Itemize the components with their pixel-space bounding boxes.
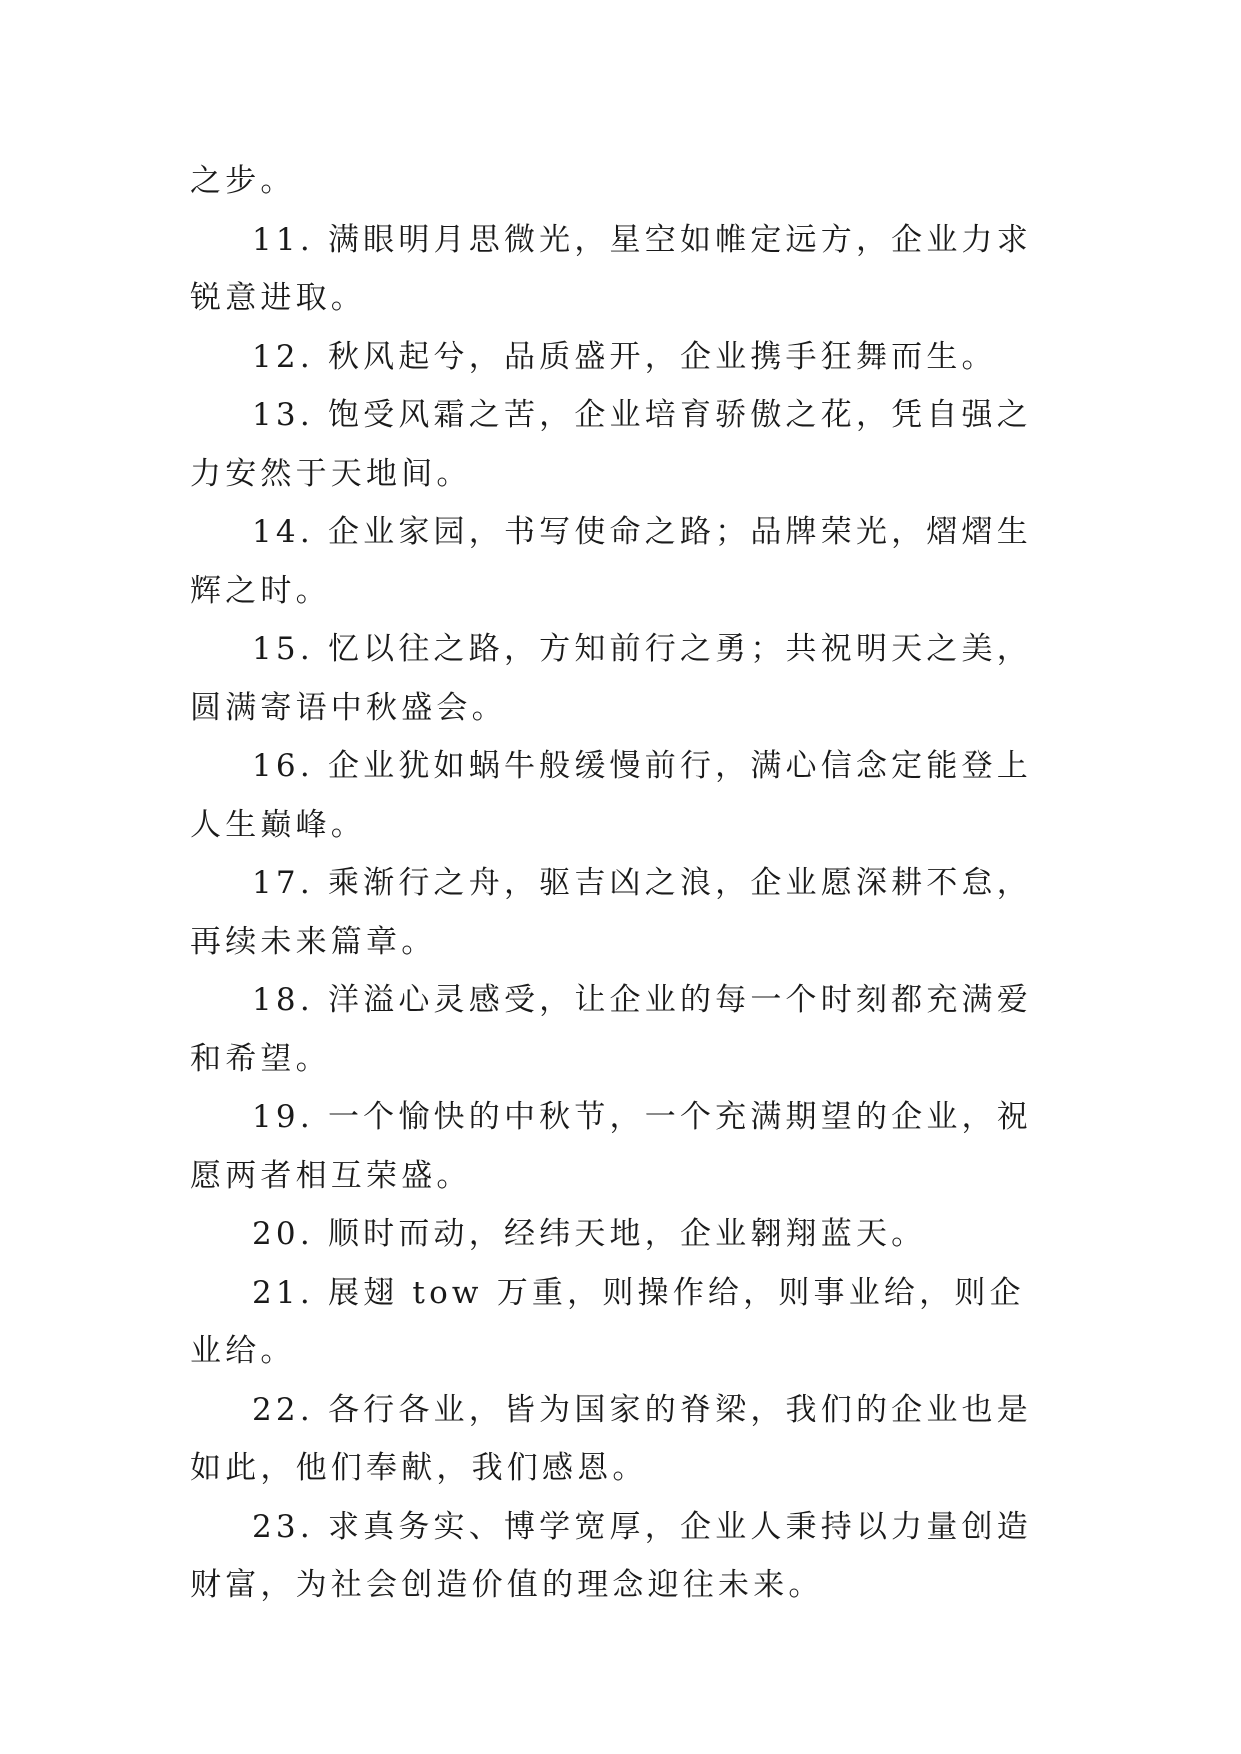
paragraph-item-14: 14. 企业家园，书写使命之路；品牌荣光，熠熠生辉之时。 — [190, 514, 1032, 609]
paragraph-item-23: 23. 求真务实、博学宽厚，企业人秉持以力量创造财富，为社会创造价值的理念迎往未来。 — [190, 1508, 1032, 1603]
paragraph-item-19: 19. 一个愉快的中秋节，一个充满期望的企业，祝愿两者相互荣盛。 — [190, 1099, 1032, 1194]
paragraph-item-15: 15. 忆以往之路，方知前行之勇；共祝明天之美，圆满寄语中秋盛会。 — [190, 631, 1032, 726]
paragraph-item-20: 20. 顺时而动，经纬天地，企业翱翔蓝天。 — [252, 1216, 927, 1252]
paragraph-item-12: 12. 秋风起兮，品质盛开，企业携手狂舞而生。 — [252, 338, 997, 375]
paragraph-item-17: 17. 乘渐行之舟，驱吉凶之浪，企业愿深耕不怠，再续未来篇章。 — [190, 865, 1032, 960]
paragraph-item-13: 13. 饱受风霜之苦，企业培育骄傲之花，凭自强之力安然于天地间。 — [190, 397, 1032, 492]
paragraph-item-18: 18. 洋溢心灵感受，让企业的每一个时刻都充满爱和希望。 — [190, 982, 1032, 1077]
paragraph-item-21: 21. 展翅 tow 万重，则操作给，则事业给，则企业给。 — [190, 1274, 1025, 1369]
paragraph-item-11: 11. 满眼明月思微光，星空如帷定远方，企业力求锐意进取。 — [190, 221, 1032, 316]
paragraph-item-16: 16. 企业犹如蜗牛般缓慢前行，满心信念定能登上人生巅峰。 — [190, 748, 1032, 843]
document-body — [190, 152, 1050, 1615]
paragraph-continuation: 之步。 — [190, 163, 296, 199]
paragraph-item-22: 22. 各行各业，皆为国家的脊梁，我们的企业也是如此，他们奉献，我们感恩。 — [190, 1391, 1032, 1486]
